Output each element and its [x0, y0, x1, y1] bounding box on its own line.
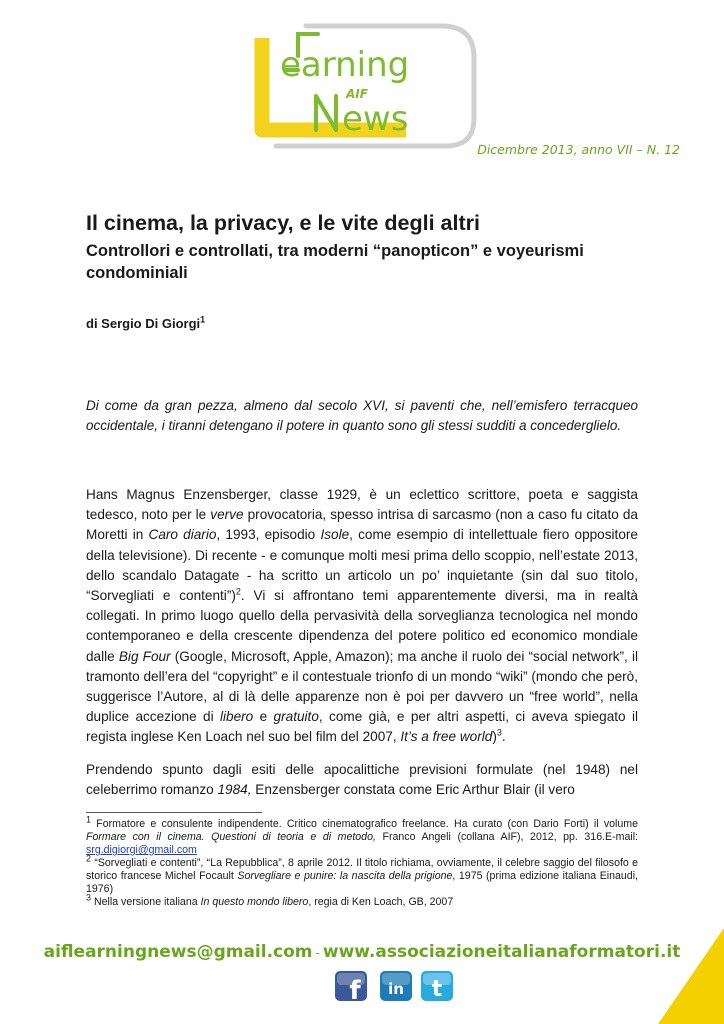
logo-word-earning: earning — [280, 45, 410, 85]
body-paragraph-2: Prendendo spunto dagli esiti delle apocalittiche previsioni formulate (nel 1948) nel celeberrimo romanzo 1984, Enzensberger constata come Eric Arthur Blair (il vero — [86, 762, 638, 798]
article-abstract: Di come da gran pezza, almeno dal secolo XVI, si paventi che, nell’emisfero terracqueo occidentale, i tiranni detengano il potere in quanto sono gli stessi sudditi a concederglielo. — [86, 398, 638, 433]
footnote-2: $^2$ “Sorvegliati e contenti”, “La Repubblica”, 8 aprile 2012. Il titolo richiama, ovviamente, il celebre saggio del filosofo e storico francese Michel Focault Sorvegliare e punire: la nascita della prigione, 1975 (prima edizione italiana Einaudi, 1976) — [86, 853, 638, 895]
footer-separator: - — [315, 946, 320, 960]
article-author — [86, 316, 205, 331]
svg-text:t: t — [431, 977, 443, 1002]
footnote-ref-1[interactable]: 1 — [200, 314, 206, 325]
footnote-1: $^1$ Formatore e consulente indipendente. Critico cinematografico freelance. Ha curato (con Dario Forti) il volume Formare con il cinema. Questioni di teoria e di metodo, Franco Angeli (collana AIF), 2012, pp. 316.E-mail: srg.digiorgi@gmail.com — [86, 814, 638, 856]
logo-aif-mark: AIF — [346, 87, 368, 101]
footnote-ref-2[interactable]: 2 — [235, 586, 241, 597]
logo-word-ews: ews — [342, 99, 409, 139]
article-title: Il cinema, la privacy, e le vite degli altri — [86, 211, 480, 235]
footer-website-link[interactable]: www.associazioneitalianaformatori.it — [322, 942, 681, 962]
svg-text:in: in — [388, 980, 404, 998]
learning-news-logo — [236, 18, 488, 153]
body-paragraph-1: Hans Magnus Enzensberger, classe 1929, è un eclettico scrittore, poeta e saggista tedesco, noto per le verve provocatoria, spesso intrisa di sarcasmo (non a caso fu citato da Moretti in Caro diario, 1993, episodio Isole, come esempio di intellettuale fiero oppositore della televisione). Di recente - e comunque molti mesi prima dello scoppio, nell’estate 2013, dello scandalo Datagate - ha scritto un articolo un po’ inquietante (sin dal suo titolo, “Sorvegliati e contenti”)$^2$. Vi si affrontano temi apparentemente diversi, ma in realtà collegati. In primo luogo quello della pervasività della sorveglianza tecnologica nel mondo contemporaneo e della crescente dipendenza del potere politico ed economico mondiale dalle Big Four (Google, Microsoft, Apple, Amazon); ma anche il ruolo dei “social network”, il tramonto dell’era del “copyright” e il contestuale trionfo di un mondo “wiki” (mondo che però, suggerisce l’Autore, al di là delle apparenze non è poi per davvero un “free world”, nella duplice accezione di libero e gratuito, come già, e per altri aspetti, ci aveva spiegato il regista inglese Ken Loach nel suo bel film del 2007, It’s a free world)$^3$. — [86, 487, 638, 745]
footer-email-link[interactable]: aiflearningnews@gmail.com — [43, 942, 313, 962]
svg-text:f: f — [349, 976, 361, 1004]
footnote-3: $^3$ Nella versione italiana In questo mondo libero, regia di Ken Loach, GB, 2007 — [86, 892, 454, 908]
article-subtitle: Controllori e controllati, tra moderni “panopticon” e voyeurismi condominiali — [86, 242, 584, 282]
twitter-icon[interactable] — [419, 970, 457, 1004]
footnote-divider — [86, 812, 262, 813]
linkedin-icon[interactable] — [378, 970, 416, 1004]
author-name: di Sergio Di Giorgi — [86, 316, 201, 331]
footer-contacts — [0, 942, 724, 962]
footnotes — [86, 814, 638, 909]
author-email-link[interactable]: srg.digiorgi@gmail.com — [86, 844, 197, 856]
issue-date: Dicembre 2013, anno VII – N. 12 — [477, 142, 680, 157]
footnote-ref-3[interactable]: 3 — [496, 727, 502, 738]
facebook-icon[interactable] — [333, 970, 371, 1004]
corner-decoration — [658, 928, 724, 1024]
